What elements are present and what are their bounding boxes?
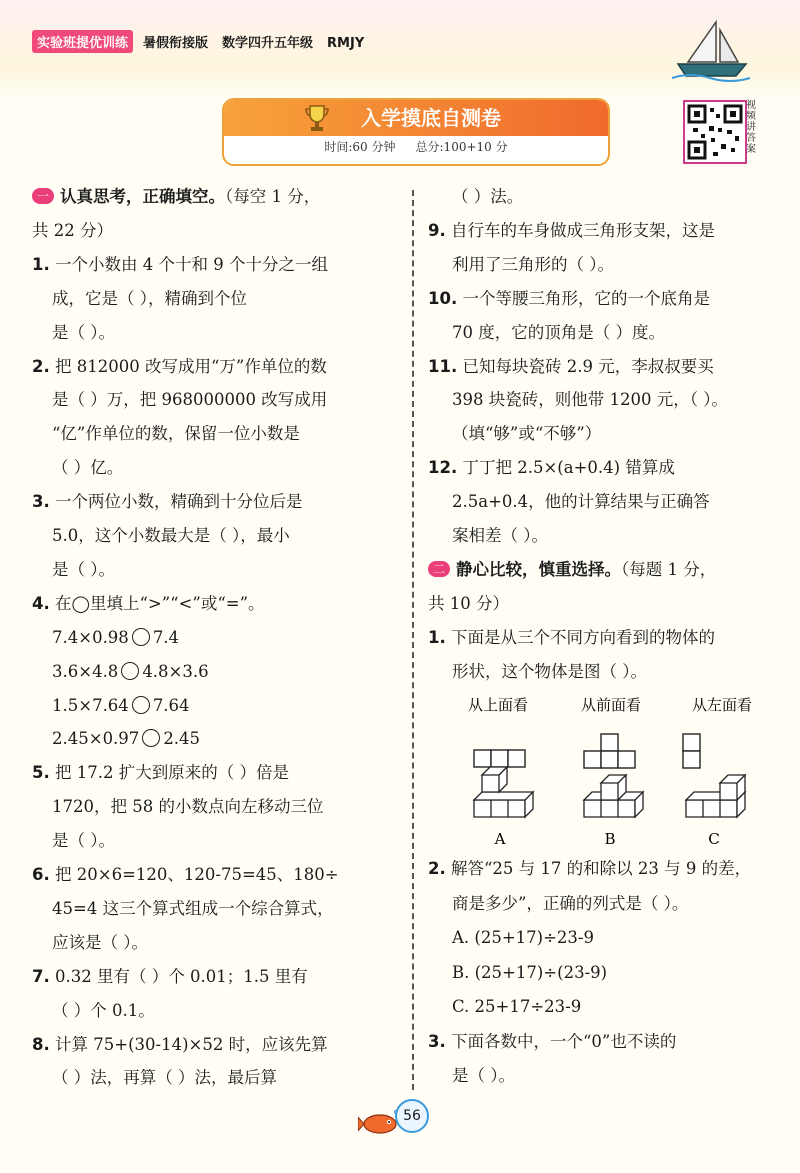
- section-header: [32, 186, 320, 208]
- line-text: 398 块瓷砖，则他带 1200 元，（ ）。: [452, 390, 728, 410]
- question-text: 解答“25 与 17 的和除以 23 与 9 的差，: [451, 859, 752, 878]
- text-line: [52, 830, 115, 852]
- question-text: 下面是从三个不同方向看到的物体的: [451, 627, 715, 647]
- question-number: 11.: [428, 356, 458, 376]
- question-text: 一个两位小数，精确到十分位后是: [55, 492, 303, 512]
- option-label-b: B: [604, 830, 616, 848]
- comparison-left: 3.6×4.8: [52, 661, 119, 681]
- cube-models: [474, 767, 745, 817]
- question-line: [428, 220, 715, 242]
- question-number: 1.: [32, 254, 50, 274]
- section-title: 静心比较，慎重选择。: [456, 559, 621, 579]
- brand-badge: 实验班提优训练: [32, 30, 133, 53]
- line-text: 商是多少”，正确的列式是（ ）。: [452, 893, 689, 913]
- line-text: C. 25+17÷23-9: [452, 997, 582, 1016]
- text-line: [452, 322, 665, 344]
- text-line: [452, 893, 688, 915]
- comparison-left: 1.5×7.64: [52, 695, 129, 715]
- column-divider: [412, 190, 414, 1090]
- line-text: （ ）个 0.1。: [52, 1000, 155, 1020]
- answer-circle[interactable]: [132, 696, 150, 714]
- section-title: 认真思考，正确填空。: [60, 187, 225, 206]
- question-text: 把 20×6=120、120-75=45、180÷: [55, 865, 339, 884]
- question-text: 一个等腰三角形，它的一个底角是: [462, 288, 710, 308]
- line-text: 是（ ）。: [52, 559, 115, 579]
- question-line: [32, 762, 289, 784]
- total-score: 总分:100+10 分: [415, 140, 508, 154]
- question-number: 12.: [428, 458, 458, 478]
- line-text: 是（ ）万，把 968000000 改写成用: [52, 390, 328, 410]
- option-label-c: C: [708, 830, 720, 848]
- title-bar: [224, 100, 608, 136]
- question-text: 丁丁把 2.5×(a+0.4) 错算成: [462, 458, 675, 478]
- text-line: [452, 525, 548, 547]
- line-text: 案相差（ ）。: [452, 526, 548, 545]
- line-text: （填“够”或“不够”）: [452, 424, 602, 444]
- qr-label-char: 讲: [746, 122, 756, 133]
- question-line: [32, 491, 303, 513]
- line-text: （ ）法。: [452, 187, 524, 206]
- text-line: [52, 1000, 155, 1022]
- question-number: 6.: [32, 865, 50, 884]
- text-line: [452, 491, 710, 513]
- option-label-a: A: [494, 830, 506, 848]
- text-line: [52, 288, 247, 310]
- text-line: [32, 220, 113, 242]
- question-line: [32, 593, 265, 615]
- answer-circle[interactable]: [132, 628, 150, 646]
- question-text: 在◯里填上“>”“<”或“=”。: [55, 593, 265, 613]
- comparison-right: 7.64: [152, 695, 190, 715]
- text-line: [452, 962, 607, 984]
- section-header: [428, 559, 716, 581]
- question-text: 0.32 里有（ ）个 0.01；1.5 里有: [55, 966, 308, 986]
- line-text: （ ）法，再算（ ）法，最后算: [52, 1068, 277, 1088]
- question-number: 5.: [32, 763, 50, 783]
- text-line: [452, 927, 594, 949]
- page-number: 56: [395, 1099, 429, 1133]
- qr-label-char: 案: [746, 144, 756, 155]
- question-text: 已知每块瓷砖 2.9 元，李叔叔要买: [462, 356, 714, 376]
- text-line: [52, 559, 115, 581]
- qr-label: [746, 100, 764, 155]
- question-number: 3.: [428, 1031, 446, 1051]
- text-line: [52, 457, 123, 479]
- section-score: （每题 1 分，: [621, 559, 717, 579]
- question-number: 2.: [428, 859, 446, 878]
- section-number-badge: 二: [428, 561, 450, 577]
- line-text: 是（ ）。: [52, 322, 115, 342]
- line-text: 利用了三角形的（ ）。: [452, 254, 614, 274]
- three-view-figure: [466, 694, 766, 854]
- comparison-left: 2.45×0.97: [52, 729, 140, 749]
- question-number: 4.: [32, 593, 50, 613]
- question-line: [428, 627, 715, 649]
- qr-label-char: 答: [746, 133, 756, 144]
- test-meta: [224, 138, 608, 155]
- text-line: [452, 254, 614, 276]
- trophy-icon: [304, 104, 330, 132]
- line-text: 70 度，它的顶角是（ ）度。: [452, 322, 665, 342]
- comparison-item: [52, 627, 179, 649]
- line-text: 应该是（ ）。: [52, 932, 148, 952]
- section-number-badge: 一: [32, 188, 54, 204]
- book-header: [32, 30, 378, 53]
- question-line: [32, 356, 327, 378]
- text-line: [452, 1065, 515, 1087]
- sailboat-icon: [670, 18, 752, 82]
- line-text: 2.5a+0.4，他的计算结果与正确答: [452, 492, 710, 512]
- line-text: 共 10 分）: [428, 593, 509, 613]
- text-line: [52, 389, 327, 411]
- text-line: [452, 661, 647, 683]
- text-line: [52, 796, 323, 818]
- text-line: [452, 423, 601, 445]
- comparison-right: 2.45: [163, 729, 201, 749]
- line-text: A. (25+17)÷23-9: [452, 928, 594, 947]
- line-text: 1720，把 58 的小数点向左移动三位: [52, 797, 324, 817]
- question-number: 1.: [428, 627, 446, 647]
- time-limit: 时间:60 分钟: [324, 140, 396, 154]
- question-line: [428, 356, 714, 378]
- qr-label-char: 视: [746, 100, 756, 111]
- question-text: 计算 75+(30-14)×52 时，应该先算: [55, 1034, 328, 1054]
- question-number: 7.: [32, 966, 50, 986]
- line-text: B. (25+17)÷(23-9): [452, 962, 608, 982]
- text-line: [52, 1067, 277, 1089]
- answer-circle[interactable]: [142, 729, 160, 747]
- question-line: [428, 1031, 676, 1053]
- text-line: [52, 423, 300, 445]
- question-line: [32, 864, 339, 886]
- qr-code-icon[interactable]: [683, 100, 747, 164]
- comparison-left: 7.4×0.98: [52, 627, 129, 647]
- text-line: [52, 932, 148, 954]
- question-number: 10.: [428, 288, 458, 308]
- line-text: 共 22 分）: [32, 220, 113, 240]
- line-text: 5.0，这个小数最大是（ ），最小: [52, 526, 290, 545]
- question-text: 把 17.2 扩大到原来的（ ）倍是: [55, 763, 289, 783]
- comparison-item: [52, 695, 190, 717]
- line-text: 成，它是（ ），精确到个位: [52, 288, 247, 308]
- text-line: [452, 186, 523, 208]
- question-number: 8.: [32, 1034, 50, 1054]
- comparison-right: 4.8×3.6: [142, 661, 209, 681]
- question-line: [32, 966, 308, 988]
- question-line: [428, 288, 710, 310]
- view-label-front: 从前面看: [580, 696, 642, 714]
- text-line: [52, 898, 334, 920]
- test-title: 入学摸底自测卷: [361, 106, 501, 130]
- question-number: 9.: [428, 220, 446, 240]
- question-text: 下面各数中，一个“0”也不读的: [451, 1031, 677, 1051]
- text-line: [452, 996, 581, 1018]
- comparison-right: 7.4: [152, 627, 180, 647]
- line-text: 是（ ）。: [52, 831, 115, 851]
- question-line: [32, 1034, 328, 1056]
- question-number: 3.: [32, 492, 50, 512]
- qr-label-char: 频: [746, 111, 756, 122]
- view-label-top: 从上面看: [467, 696, 529, 714]
- code-label: RMJY: [327, 36, 365, 51]
- section-score: （每空 1 分，: [225, 187, 321, 206]
- question-line: [428, 858, 751, 880]
- line-text: “亿”作单位的数，保留一位小数是: [52, 424, 300, 444]
- view-label-left: 从左面看: [691, 696, 753, 714]
- line-text: （ ）亿。: [52, 458, 124, 478]
- text-line: [428, 593, 509, 615]
- text-line: [52, 525, 290, 547]
- question-number: 2.: [32, 356, 50, 376]
- line-text: 是（ ）。: [452, 1066, 515, 1085]
- test-title-box: [222, 98, 610, 166]
- comparison-item: [52, 728, 200, 750]
- edition-label: 暑假衔接版: [143, 36, 209, 51]
- line-text: 形状，这个物体是图（ ）。: [452, 661, 647, 681]
- line-text: 45=4 这三个算式组成一个综合算式，: [52, 898, 334, 918]
- text-line: [52, 322, 115, 344]
- text-line: [452, 389, 728, 411]
- question-text: 一个小数由 4 个十和 9 个十分之一组: [55, 254, 328, 274]
- answer-circle[interactable]: [121, 662, 139, 680]
- comparison-item: [52, 661, 209, 683]
- question-text: 自行车的车身做成三角形支架，这是: [451, 220, 715, 240]
- question-line: [32, 254, 328, 276]
- question-text: 把 812000 改写成用“万”作单位的数: [55, 356, 327, 376]
- subject-label: 数学四升五年级: [222, 36, 314, 51]
- question-line: [428, 457, 675, 479]
